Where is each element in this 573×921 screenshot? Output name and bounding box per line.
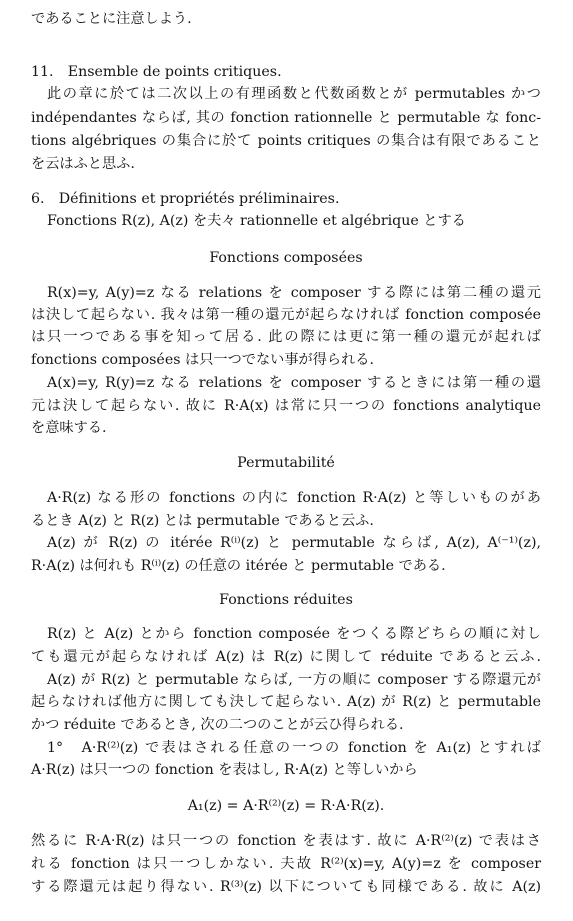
equation: A₁(z) = A·R⁽²⁾(z) = R·A·R(z).	[187, 798, 385, 814]
text-line: かつ réduite であるとき, 次の二つのことが云ひ得られる.	[31, 717, 404, 733]
text-line: A(z) が R(z) の itérée R⁽ⁱ⁾(z) と permutable ならば, A(z), A⁽⁻¹⁾(z),	[47, 535, 541, 551]
section-heading: 6. Définitions et propriétés préliminaires.	[31, 191, 340, 207]
text-line: R(z) と A(z) とから fonction composée をつくる際どちらの順に対し	[47, 626, 541, 642]
text-line: fonctions composées は只一つでない事が得られる.	[31, 352, 374, 368]
text-line: 1° A·R⁽²⁾(z) で表はされる任意の一つの fonction を A₁(z) とすれば	[47, 740, 541, 756]
text-line: indépendantes ならば, 其の fonction rationnelle と permutable な fonc-	[31, 110, 541, 126]
text-line: A·R(z) は只一つの fonction を表はし, R·A(z) と等しいから	[31, 762, 418, 778]
text-line: 元は決して起らない. 故に R·A(x) は常に只一つの fonctions analytique	[31, 398, 541, 414]
text-line: A(z) が R(z) と permutable ならば, 一方の順に composer する際還元が	[47, 672, 541, 688]
text-line: ても還元が起らなければ A(z) は R(z) に関して réduite であると云ふ.	[31, 649, 541, 665]
text-line: R·A(z) は何れも R⁽ⁱ⁾(z) の任意の itérée と permutable である.	[31, 558, 446, 574]
subsection-heading: Permutabilité	[237, 455, 335, 471]
text-line: A·R(z) なる形の fonctions の内に fonction R·A(z) と等しいものがあ	[47, 490, 541, 506]
text-line: R(x)=y, A(y)=z なる relations を composer する際には第二種の還元	[47, 285, 541, 301]
text-line: A(x)=y, R(y)=z なる relations を composer するときには第一種の還	[47, 375, 541, 391]
subsection-heading: Fonctions réduites	[219, 592, 353, 608]
text-line: を意味する.	[31, 420, 107, 436]
section-heading: 11. Ensemble de points critiques.	[31, 64, 282, 80]
text-line: は只一つである事を知って居る. 此の際には更に第一種の還元が起れば	[31, 329, 541, 345]
text-line: れる fonction は只一つしかない. 夫故 R⁽²⁾(x)=y, A(y)=z を composer	[31, 856, 541, 872]
text-line: Fonctions R(z), A(z) を夫々 rationnelle et algébrique とする	[47, 213, 466, 229]
text-line: 起らなければ他方に関しても決して起らない. A(z) が R(z) と permutable	[31, 694, 541, 710]
text-line: する際還元は起り得ない. R⁽³⁾(z) 以下についても同様である. 故に A(z)	[31, 879, 541, 895]
text-line: 此の章に於ては二次以上の有理函数と代数函数とが permutables かつ	[47, 86, 541, 102]
text-line: であることに注意しよう.	[31, 11, 192, 27]
subsection-heading: Fonctions composées	[209, 250, 363, 266]
text-line: を云はふと思ふ.	[31, 156, 135, 172]
text-line: tions algébriques の集合に於て points critiques の集合は有限であること	[31, 133, 541, 149]
text-line: るとき A(z) と R(z) とは permutable であると云ふ.	[31, 513, 374, 529]
text-line: は決して起らない. 我々は第一種の還元が起らなければ fonction composée	[31, 307, 541, 323]
text-line: 然るに R·A·R(z) は只一つの fonction を表はす. 故に A·R⁽²⁾(z) で表はさ	[31, 833, 541, 849]
